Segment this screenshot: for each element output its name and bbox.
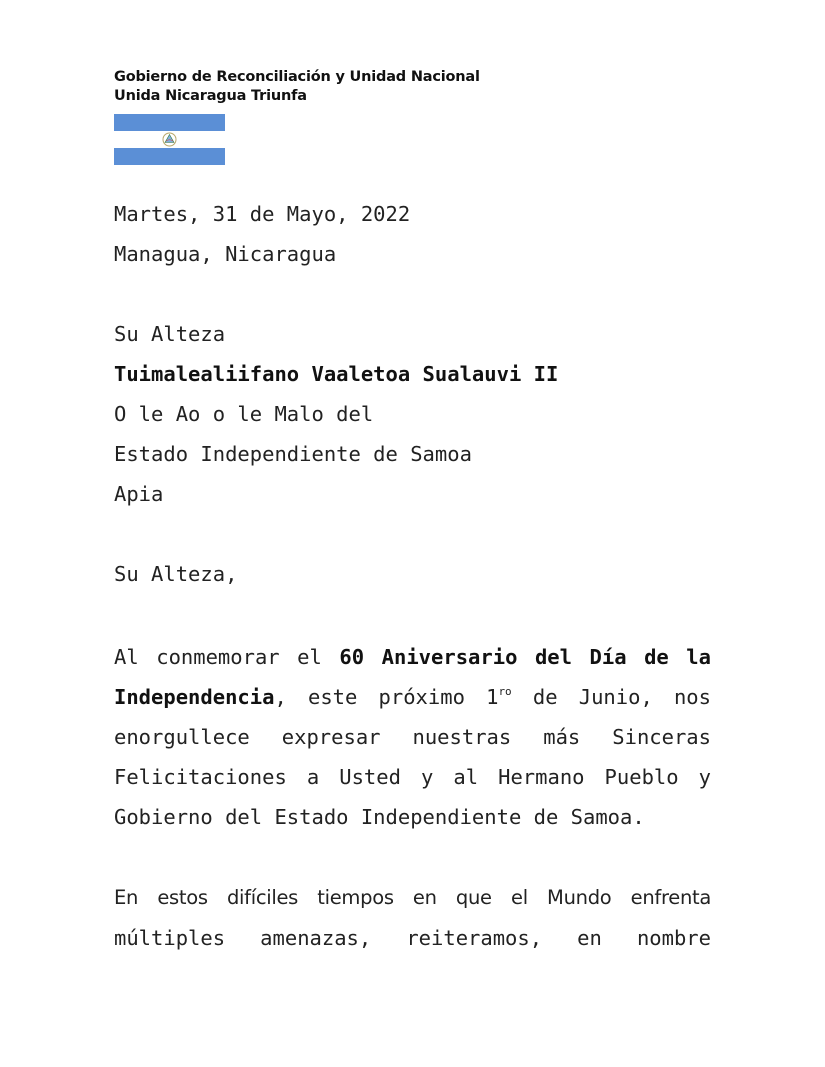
paragraph-line: enorgullece expresar nuestras más Sinceras [114,725,711,749]
paragraph-line: múltiples amenazas, reiteramos, en nombre [114,926,711,950]
addressee-title: Su Alteza [114,322,226,346]
independence-highlight: Independencia [114,685,275,709]
paragraph-line: Gobierno del Estado Independiente de Samoa. [114,805,645,829]
letterhead-slogan: Unida Nicaragua Triunfa [114,88,307,104]
paragraph-difficult-times [114,878,711,958]
nicaragua-flag-icon [114,114,225,165]
letterhead-government-name: Gobierno de Reconciliación y Unidad Nacional [114,69,480,85]
paragraph-congratulations [114,637,711,837]
letter-place: Managua, Nicaragua [114,242,337,266]
addressee-role: O le Ao o le Malo del [114,402,374,426]
paragraph-text: Al conmemorar el [114,645,322,669]
paragraph-line: En estos difíciles tiempos en que el Mundo enfrenta [114,886,711,909]
addressee-city: Apia [114,482,164,506]
salutation: Su Alteza, [114,562,238,586]
letterhead [114,68,480,106]
addressee-name: Tuimalealiifano Vaaletoa Sualauvi II [114,362,559,386]
paragraph-line [114,637,711,677]
ordinal-superscript: ro [498,685,512,698]
paragraph-text: , este próximo 1 [274,685,499,709]
paragraph-line: Felicitaciones a Usted y al Hermano Pueblo y [114,765,711,789]
paragraph-line [114,677,711,717]
addressee-state: Estado Independiente de Samoa [114,442,472,466]
anniversary-highlight: 60 Aniversario del Día de la [339,645,711,669]
letter-date: Martes, 31 de Mayo, 2022 [114,202,411,226]
paragraph-text: de Junio, nos [511,685,711,709]
